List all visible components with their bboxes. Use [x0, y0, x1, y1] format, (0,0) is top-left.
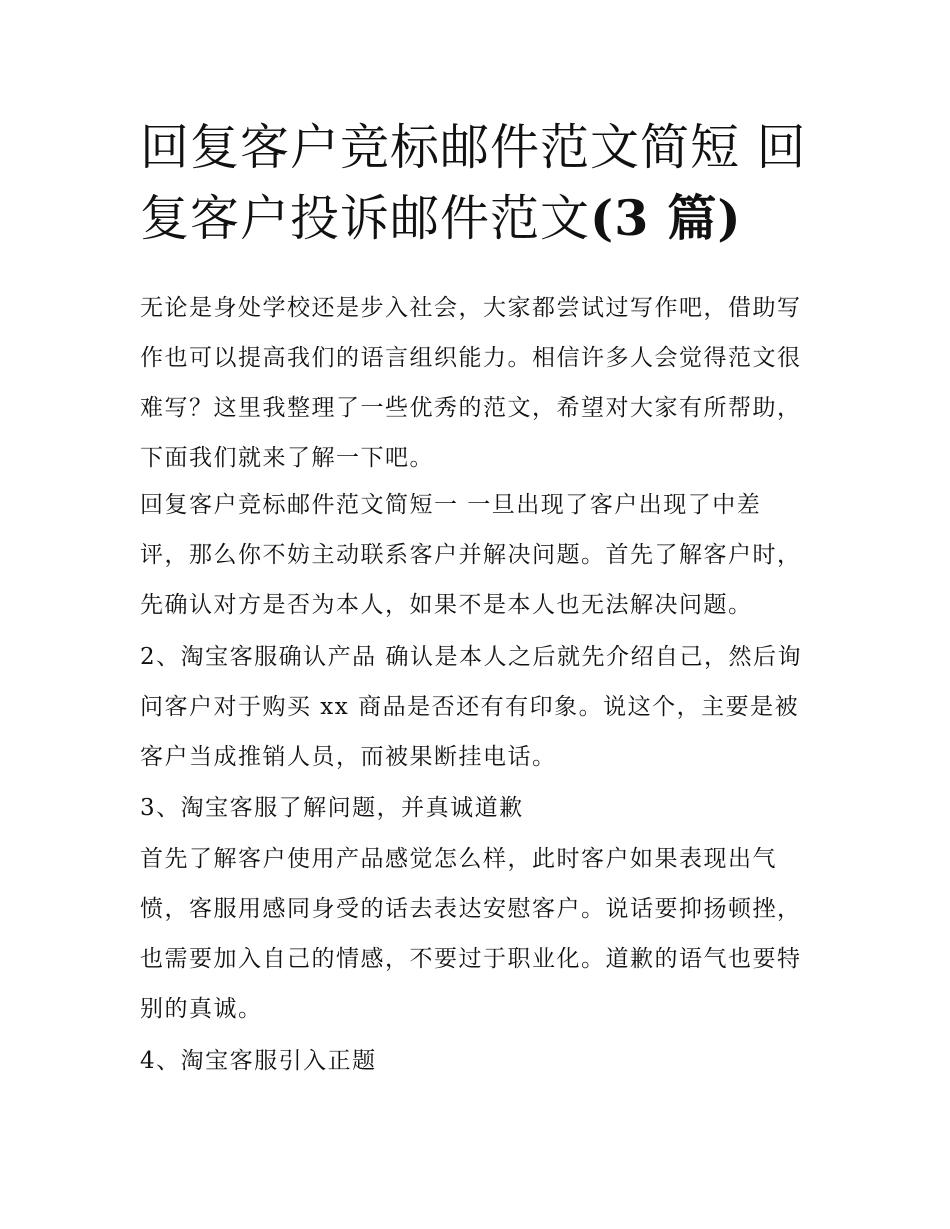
title-line [140, 183, 820, 254]
text-line: 4、淘宝客服引入正题 [140, 1048, 377, 1074]
text-line: 客户当成推销人员，而被果断挂电话。 [140, 744, 557, 770]
text-line: 别的真诚。 [140, 996, 263, 1022]
text-line: 评，那么你不妨主动联系客户并解决问题。首先了解客户时， [140, 542, 802, 568]
text-line: 2、淘宝客服确认产品 确认是本人之后就先介绍自己，然后询 [140, 644, 802, 670]
text-line: 下面我们就来了解一下吧。 [140, 445, 434, 471]
paragraph-section-2 [140, 632, 830, 782]
text-line: 愤，客服用感同身受的话去表达安慰客户。说话要抑扬顿挫， [140, 896, 802, 922]
text-line: 难写？这里我整理了一些优秀的范文，希望对大家有所帮助， [140, 395, 802, 421]
title-line-text: 复客户投诉邮件范文 [140, 190, 591, 247]
text-line: 先确认对方是否为本人，如果不是本人也无法解决问题。 [140, 592, 753, 618]
text-line: 无论是身处学校还是步入社会，大家都尝试过写作吧，借助写 [140, 295, 802, 321]
text-line: 回复客户竞标邮件范文简短一 一旦出现了客户出现了中差 [140, 492, 762, 518]
paragraph-section-3-heading [140, 783, 830, 833]
text-line: 3、淘宝客服了解问题，并真诚道歉 [140, 795, 524, 821]
text-line: 首先了解客户使用产品感觉怎么样，此时客户如果表现出气 [140, 846, 777, 872]
title-count: (3 篇) [590, 189, 742, 247]
title-line: 回复客户竞标邮件范文简短 回 [140, 119, 807, 176]
text-line: 作也可以提高我们的语言组织能力。相信许多人会觉得范文很 [140, 345, 802, 371]
document-title [140, 112, 820, 254]
text-line: 也需要加入自己的情感，不要过于职业化。道歉的语气也要特 [140, 946, 802, 972]
paragraph-section-4-heading [140, 1036, 830, 1086]
paragraph-section-3-body [140, 834, 830, 1034]
paragraph-section-1 [140, 480, 830, 630]
paragraph-intro [140, 283, 830, 483]
text-line: 问客户对于购买 xx 商品是否还有有印象。说这个，主要是被 [140, 694, 800, 720]
